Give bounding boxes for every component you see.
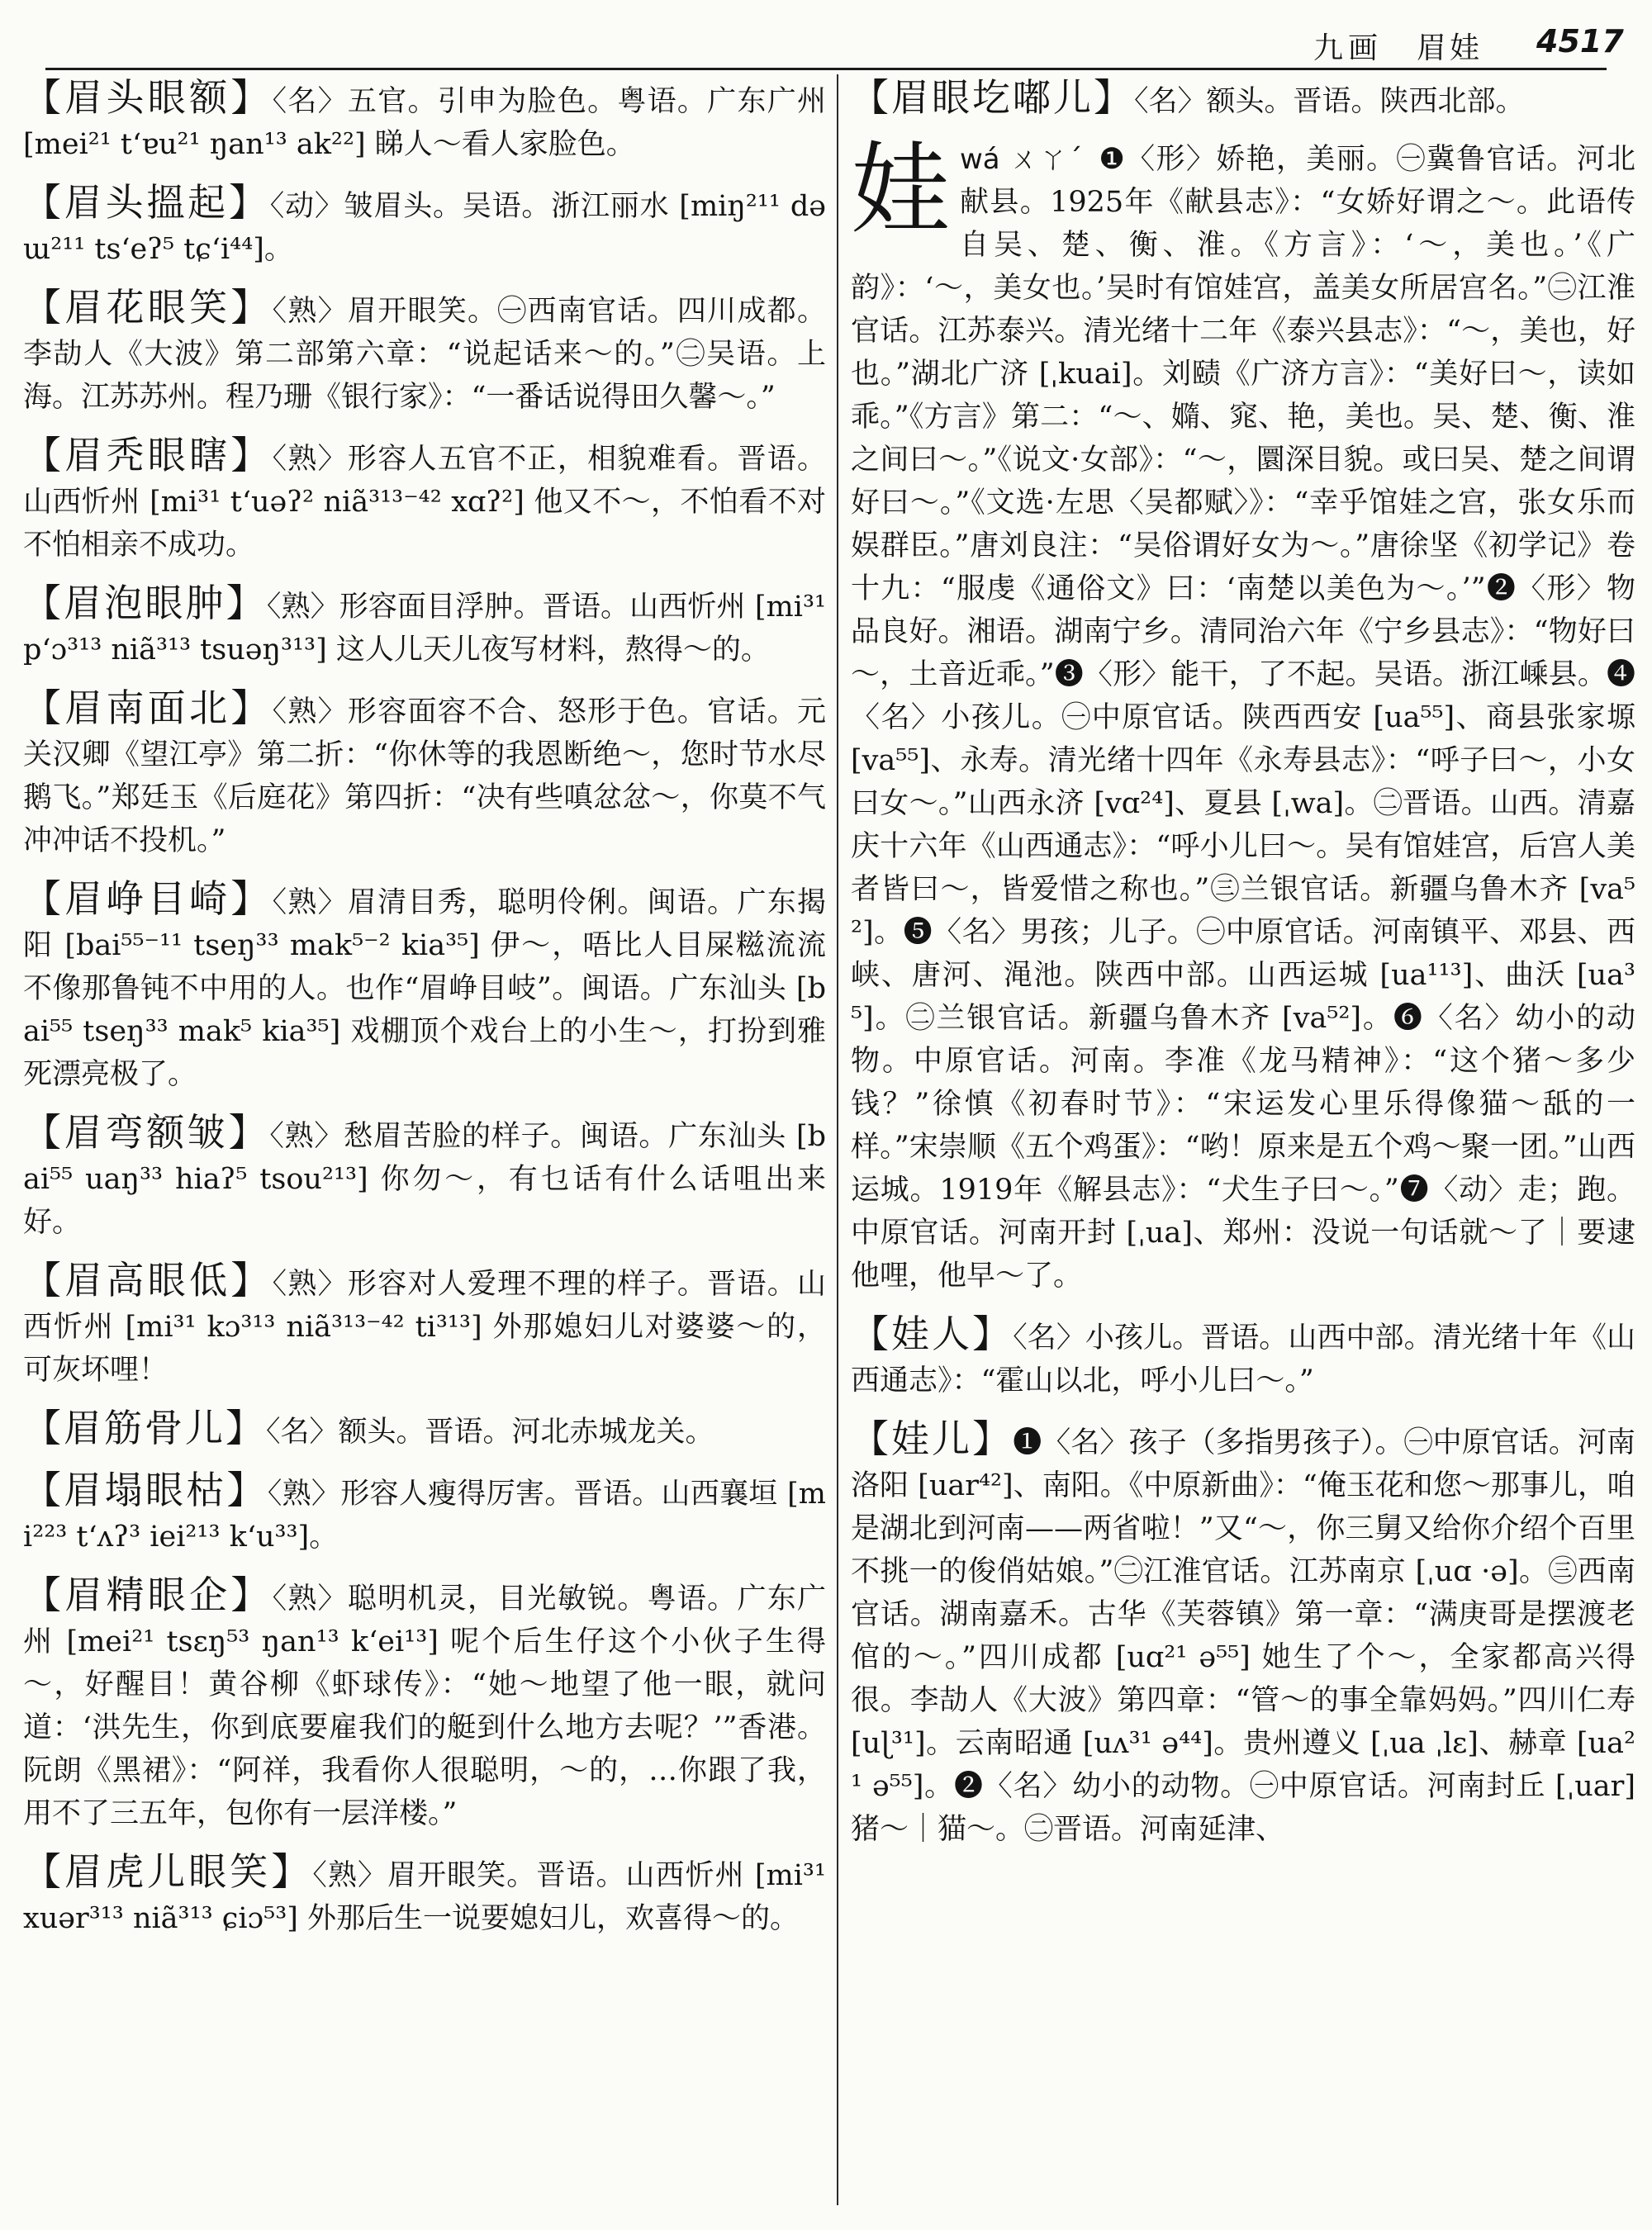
headword: 【眉筋骨儿】 <box>23 1406 266 1450</box>
headword: 【眉虎儿眼笑】 <box>23 1849 313 1894</box>
running-header <box>0 18 1652 68</box>
headword: 【娃儿】 <box>851 1416 1014 1461</box>
entry <box>23 581 826 671</box>
headword: 【眉头搵起】 <box>23 180 270 225</box>
headword: 【眉塌眼枯】 <box>23 1468 268 1512</box>
main-character: 娃 <box>851 133 950 248</box>
headword: 【眉泡眼肿】 <box>23 581 267 625</box>
header-words: 眉娃 <box>1417 31 1483 65</box>
right-column <box>851 76 1635 1866</box>
entry <box>851 1417 1635 1851</box>
definition: 〈动〉皱眉头。吴语。浙江丽水 [miŋ²¹¹ dəɯ²¹¹ tsʻeʔ⁵ tɕʻi⁴⁴]。 <box>23 190 826 266</box>
definition: 〈熟〉聪明机灵，目光敏锐。粤语。广东广州 [mei²¹ tsɛŋ⁵³ ŋan¹³ kʻei¹³] 呢个后生仔这个小伙子生得～，好醒目！黄谷柳《虾球传》：“她～地望了他一眼，就问道：‘洪先生，你到底要雇我们的艇到什么地方去呢？’”香港。阮朗《黑裙》：“阿祥，我看你人很聪明，～的，…你跟了我，用不了三五年，包你有一层洋楼。” <box>23 1582 826 1830</box>
entry <box>23 686 826 862</box>
entry <box>23 1573 826 1835</box>
definition: 〈熟〉形容人五官不正，相貌难看。晋语。山西忻州 [mi³¹ tʻuəʔ² niã³¹³⁻⁴² xɑʔ²] 他又不～，不怕看不对不怕相亲不成功。 <box>23 443 826 562</box>
entry <box>851 1312 1635 1402</box>
headword: 【眉秃眼瞎】 <box>23 433 273 477</box>
definition: 〈熟〉形容人瘦得厉害。晋语。山西襄垣 [mi²²³ tʻʌʔ³ iei²¹³ kʻu³³]。 <box>23 1478 826 1554</box>
entry <box>23 1407 826 1454</box>
definition: 〈熟〉形容面容不合、怒形于色。官话。元关汉卿《望江亭》第二折：“你休等的我恩断绝～，您时节水尽鹅飞。”郑廷玉《后庭花》第四折：“决有些嗔忿忿～，你莫不气冲冲话不投机。” <box>23 695 826 857</box>
entry <box>23 76 826 166</box>
definition: 〈名〉五官。引申为脸色。粤语。广东广州 [mei²¹ tʻɐu²¹ ŋan¹³ ak²²] 睇人～看人家脸色。 <box>23 85 826 161</box>
definition: ❶〈名〉孩子（多指男孩子）。㊀中原官话。河南洛阳 [uar⁴²]、南阳。《中原新曲》：“俺玉花和您～那事儿，咱是湖北到河南——两省啦！”又“～，你三舅又给你介绍个百里不挑一的俊俏姑娘。”㊁江淮官话。江苏南京 [ˌuɑ ·ə]。㊂西南官话。湖南嘉禾。古华《芙蓉镇》第一章：“满庚哥是摆渡老倌的～。”四川成都 [uɑ²¹ ə⁵⁵] 她生了个～，全家都高兴得很。李劼人《大波》第四章：“管～的事全靠妈妈。”四川仁寿 [uɭ³¹]。云南昭通 [uʌ³¹ ə⁴⁴]。贵州遵义 [ˌua ˌlɛ]、赫章 [ua²¹ ə⁵⁵]。❷〈名〉幼小的动物。㊀中原官话。河南封丘 [ˌuar] 猪～｜猫～。㊁晋语。河南延津、 <box>851 1426 1635 1846</box>
header-section: 九画 <box>1313 31 1384 65</box>
entry <box>23 1468 826 1559</box>
definition: ❶〈形〉娇艳，美丽。㊀冀鲁官话。河北献县。1925年《献县志》：“女娇好谓之～。此语传自吴、楚、衡、淮。《方言》：‘～，美也。’《广韵》：‘～，美女也。’吴时有馆娃宫，盖美女所居宫名。”㊁江淮官话。江苏泰兴。清光绪十二年《泰兴县志》：“～，美也，好也。”湖北广济 [ˌkuai]。刘赜《广济方言》：“美好曰～，读如乖。”《方言》第二：“～、嫷、窕、艳，美也。吴、楚、衡、淮之间曰～。”《说文·女部》：“～，圜深目貌。或曰吴、楚之间谓好曰～。”《文选·左思〈吴都赋〉》：“幸乎馆娃之宫，张女乐而娱群臣。”唐刘良注：“吴俗谓好女为～。”唐徐坚《初学记》卷十九：“服虔《通俗文》曰：‘南楚以美色为～。’”❷〈形〉物品良好。湘语。湖南宁乡。清同治六年《宁乡县志》：“物好曰～，土音近乖。”❸〈形〉能干，了不起。吴语。浙江嵊县。❹〈名〉小孩儿。㊀中原官话。陕西西安 [ua⁵⁵]、商县张家塬 [va⁵⁵]、永寿。清光绪十四年《永寿县志》：“呼子曰～，小女曰女～。”山西永济 [vɑ²⁴]、夏县 [ˌwa]。㊁晋语。山西。清嘉庆十六年《山西通志》：“呼小儿曰～。吴有馆娃宫，后宫人美者皆曰～，皆爱惜之称也。”㊂兰银官话。新疆乌鲁木齐 [va⁵²]。❺〈名〉男孩；儿子。㊀中原官话。河南镇平、邓县、西峡、唐河、渑池。陕西中部。山西运城 [ua¹¹³]、曲沃 [ua³⁵]。㊁兰银官话。新疆乌鲁木齐 [va⁵²]。❻〈名〉幼小的动物。中原官话。河南。李准《龙马精神》：“这个猪～多少钱？”徐慎《初春时节》：“宋运发心里乐得像猫～舐的一样。”宋崇顺《五个鸡蛋》：“哟！原来是五个鸡～聚一团。”山西运城。1919年《解县志》：“犬生子曰～。”❼〈动〉走；跑。中原官话。河南开封 [ˌua]、郑州：没说一句话就～了｜要逮他哩，他早～了。 <box>851 143 1635 1293</box>
definition: 〈熟〉形容面目浮肿。晋语。山西忻州 [mi³¹ pʻɔ³¹³ niã³¹³ tsuəŋ³¹³] 这人儿天儿夜写材料，熬得～的。 <box>23 591 827 667</box>
entry <box>23 1111 826 1244</box>
page-number: 4517 <box>1536 23 1624 59</box>
definition: 〈熟〉愁眉苦脸的样子。闽语。广东汕头 [bai⁵⁵ uaŋ³³ hiaʔ⁵ tsou²¹³] 你勿～，有乜话有什么话咀出来好。 <box>23 1120 827 1239</box>
headword: 【眉眼圪嘟儿】 <box>851 75 1134 120</box>
header-rule <box>45 68 1607 70</box>
headword: 【眉峥目崎】 <box>23 876 273 921</box>
entry <box>23 1850 826 1940</box>
definition: 〈名〉额头。晋语。陕西北部。 <box>1134 85 1525 118</box>
definition: 〈名〉额头。晋语。河北赤城龙关。 <box>266 1416 714 1449</box>
entry <box>23 286 826 419</box>
entry <box>23 877 826 1096</box>
character-entry <box>851 133 1635 1298</box>
definition: 〈名〉小孩儿。晋语。山西中部。清光绪十年《山西通志》：“霍山以北，呼小儿曰～。” <box>851 1321 1635 1397</box>
headword: 【娃人】 <box>851 1312 1014 1356</box>
definition: 〈熟〉形容对人爱理不理的样子。晋语。山西忻州 [mi³¹ kɔ³¹³ niã³¹³⁻⁴² ti³¹³] 外那媳妇儿对婆婆～的，可灰坏哩！ <box>23 1268 826 1387</box>
entry <box>23 181 826 271</box>
headword: 【眉头眼额】 <box>23 75 273 120</box>
definition: 〈熟〉眉开眼笑。晋语。山西忻州 [mi³¹ xuər³¹³ niã³¹³ ɕiɔ⁵³] 外那后生一说要媳妇儿，欢喜得～的。 <box>23 1859 826 1935</box>
definition: 〈熟〉眉清目秀，聪明伶俐。闽语。广东揭阳 [bai⁵⁵⁻¹¹ tseŋ³³ mak⁵⁻² kia³⁵] 伊～，唔比人目屎糍流流不像那鲁钝不中用的人。也作“眉峥目岐”。闽语。广东汕头 [bai⁵⁵ tseŋ³³ mak⁵ kia³⁵] 戏棚顶个戏台上的小生～，打扮到雅死漂亮极了。 <box>23 886 826 1091</box>
pronunciation: wá ㄨㄚˊ <box>960 143 1084 176</box>
headword: 【眉弯额皱】 <box>23 1110 270 1155</box>
entry <box>23 434 826 567</box>
definition: 〈熟〉眉开眼笑。㊀西南官话。四川成都。李劼人《大波》第二部第六章：“说起话来～的。”㊁吴语。上海。江苏苏州。程乃珊《银行家》：“一番话说得田久馨～。” <box>23 295 826 414</box>
left-column <box>23 76 826 1955</box>
column-divider <box>837 74 838 2205</box>
headword: 【眉精眼企】 <box>23 1573 273 1617</box>
headword: 【眉花眼笑】 <box>23 285 273 330</box>
headword: 【眉高眼低】 <box>23 1258 273 1302</box>
headword: 【眉南面北】 <box>23 686 273 730</box>
entry <box>23 1259 826 1392</box>
entry <box>851 76 1635 123</box>
